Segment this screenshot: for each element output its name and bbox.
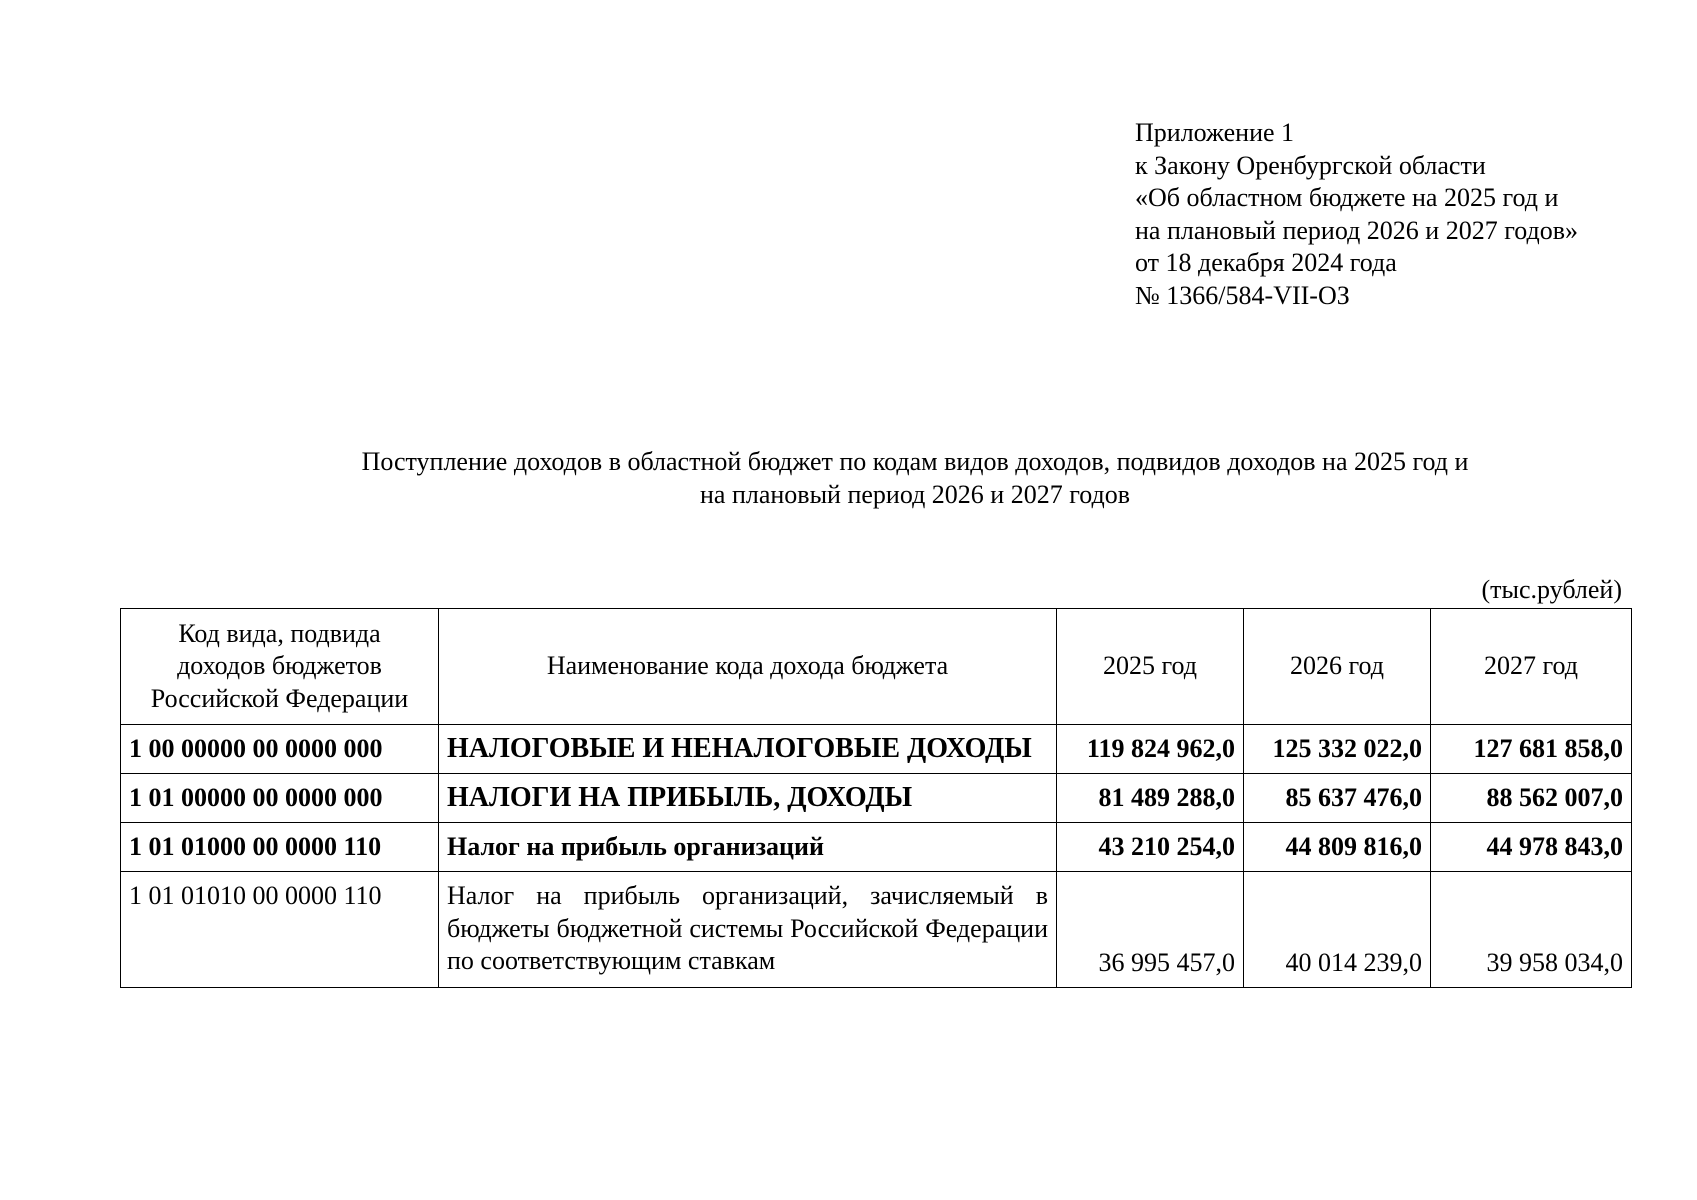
cell-name: НАЛОГОВЫЕ И НЕНАЛОГОВЫЕ ДОХОДЫ xyxy=(439,725,1057,774)
cell-code: 1 00 00000 00 0000 000 xyxy=(121,725,439,774)
table-row xyxy=(121,774,1632,823)
table-row xyxy=(121,872,1632,988)
header-code-line: Код вида, подвида xyxy=(178,618,381,648)
appendix-line: на плановый период 2026 и 2027 годов» xyxy=(1135,215,1578,245)
cell-value-2026: 125 332 022,0 xyxy=(1244,725,1431,774)
cell-value-2027: 44 978 843,0 xyxy=(1431,823,1632,872)
cell-value-2026: 85 637 476,0 xyxy=(1244,774,1431,823)
header-code-line: доходов бюджетов xyxy=(177,651,382,681)
appendix-line: № 1366/584-VII-ОЗ xyxy=(1135,280,1350,310)
cell-value-2026: 40 014 239,0 xyxy=(1244,872,1431,988)
header-code xyxy=(121,609,439,725)
document-title-line-1: Поступление доходов в областной бюджет по кодам видов доходов, подвидов доходов на 2025 год и xyxy=(361,447,1469,476)
cell-value-2025: 81 489 288,0 xyxy=(1057,774,1244,823)
units-label: (тыс.рублей) xyxy=(1481,575,1622,604)
cell-value-2026: 44 809 816,0 xyxy=(1244,823,1431,872)
header-year-2027: 2027 год xyxy=(1431,609,1632,725)
cell-code: 1 01 01000 00 0000 110 xyxy=(121,823,439,872)
cell-value-2027: 39 958 034,0 xyxy=(1431,872,1632,988)
cell-value-2025: 43 210 254,0 xyxy=(1057,823,1244,872)
appendix-line: от 18 декабря 2024 года xyxy=(1135,248,1397,277)
cell-name: НАЛОГИ НА ПРИБЫЛЬ, ДОХОДЫ xyxy=(439,774,1057,823)
cell-value-2027: 127 681 858,0 xyxy=(1431,725,1632,774)
cell-value-2027: 88 562 007,0 xyxy=(1431,774,1632,823)
cell-code: 1 01 01010 00 0000 110 xyxy=(121,872,439,988)
cell-value-2025: 36 995 457,0 xyxy=(1057,872,1244,988)
table-row xyxy=(121,823,1632,872)
header-year-2025: 2025 год xyxy=(1057,609,1244,725)
table-row xyxy=(121,725,1632,774)
document-title-line-2: на плановый период 2026 и 2027 годов xyxy=(700,479,1130,509)
table-header-row xyxy=(121,609,1632,725)
cell-name: Налог на прибыль организаций, зачисляемый в бюджеты бюджетной системы Российской Федерации по соответствующим ставкам xyxy=(439,872,1057,988)
appendix-line: к Закону Оренбургской области xyxy=(1135,150,1486,180)
header-year-2026: 2026 год xyxy=(1244,609,1431,725)
appendix-line: «Об областном бюджете на 2025 год и xyxy=(1135,183,1559,212)
appendix-block xyxy=(1135,117,1578,312)
cell-code: 1 01 00000 00 0000 000 xyxy=(121,774,439,823)
header-name: Наименование кода дохода бюджета xyxy=(439,609,1057,725)
appendix-line: Приложение 1 xyxy=(1135,118,1295,147)
document-title xyxy=(280,446,1550,511)
revenue-table xyxy=(120,608,1632,988)
cell-name: Налог на прибыль организаций xyxy=(439,823,1057,872)
header-code-line: Российской Федерации xyxy=(150,683,409,713)
cell-value-2025: 119 824 962,0 xyxy=(1057,725,1244,774)
